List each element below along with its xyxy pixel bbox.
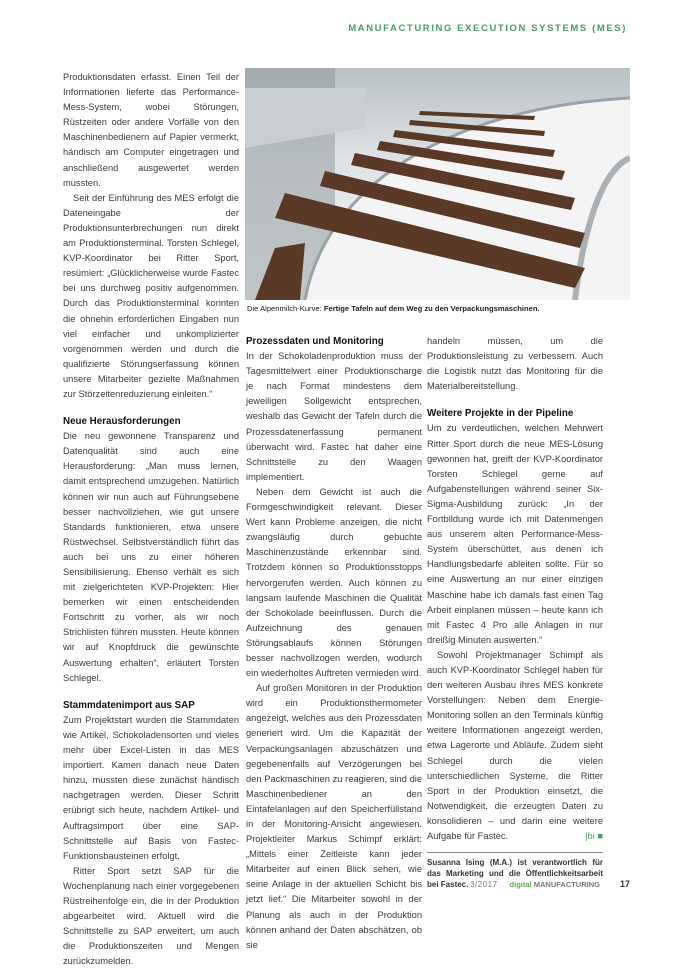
conveyor-image [245, 68, 630, 300]
paragraph: Neben dem Gewicht ist auch die Formgeschwindigkeit relevant. Dieser Wert kann Probleme anzeigen, die nicht zwangsläufig durch gebuchte Maschinenzustände erkennbar sind. Trotzdem können so Produktionsstopps hervorgerufen werden. Auch können zu langsam laufende Maschinen die Qualität der Schokolade beeinflussen. Durch die Aufzeichnung des genauen Störungsablaufs können Störungen besser nachvollzogen werden, wodurch ein wiederholtes Auftreten vermieden wird. [246, 486, 422, 679]
page-number: 17 [619, 879, 630, 889]
logo-part-a: digital [509, 880, 532, 889]
paragraph: Die neu gewonnene Transparenz und Datenqualität sind auch eine Herausforderung: „Man muss lernen, damit entsprechend umzugehen. Natürlich können wir nun auch auf Führungsebene besser nachvollziehen, wie gut unsere Standards funktionieren, etwa unsere Rüstwechsel. Selbstverständlich führt das auch bei uns zu einer höheren Sensibilisierung. Ebenso verhält es sich mit zielgerichteten KVP-Projekten: Hier bemerken wir einen entscheidenden Fortschritt zu vorher, als wir noch Strichlisten führen mussten. Heute können wir auf Knopfdruck die gewünschte Auswertung erhalten“, erläutert Torsten Schlegel. [63, 431, 239, 683]
magazine-logo [510, 880, 600, 889]
caption-lead: Die Alpenmilch-Kurve: [247, 304, 322, 313]
logo-part-b: MANUFACTURING [533, 880, 600, 889]
column-1 [63, 70, 239, 969]
paragraph: Produktionsdaten erfasst. Einen Teil der Informationen lieferte das Performance-Mess-System, wobei Störungen, Rüstzeiten oder andere Vorfälle von den Maschinenbedienern auf Papier vermerkt, händisch am Computer eingetragen und anschließend ausgewertet werden mussten. [63, 72, 239, 188]
subheading: Neue Herausforderungen [63, 416, 181, 428]
caption-text: Fertige Tafeln auf dem Weg zu den Verpackungsmaschinen. [323, 304, 540, 313]
paragraph: Auf großen Monitoren in der Produktion wird ein Produktionsthermometer angezeigt, welches aus den Prozessdaten generiert wird. Um die Kapazität der Verpackungsanlagen abzuschätzen und gegebenenfalls auf Verzögerungen bei den Packmaschinen zu reagieren, sind die Maschinenbediener an den Eintafelanlagen auf den Speicherfüllstand in der Monitoring-Ansicht angewiesen. Projektleiter Markus Schimpf erklärt: „Mittels einer Zeitleiste kann jeder Mitarbeiter auf einen Blick sehen, wie seine Anlage in der aktuellen Schicht bis jetzt lief.“ Die Mitarbeiter sowohl in der Planung als auch in der Produktion können anhand der Daten abschätzen, ob sie [246, 683, 422, 950]
author-signature: |bi ■ [585, 831, 603, 841]
paragraph: Zum Projektstart wurden die Stammdaten wie Artikel, Schokoladensorten und vieles mehr über Excel-Listen in das MES importiert. Kamen danach neue Daten hinzu, mussten diese zunächst händisch nachgetragen werden. Dieser Schritt erübrigt sich heute, nachdem Artikel- und Auftragsimport über eine SAP-Schnittstelle auf Basis von Fastec-Funktionsbausteinen erfolgt. [63, 714, 239, 861]
paragraph: In der Schokoladenproduktion muss der Tagesmittelwert einer Produktionscharge je nach Format mindestens dem jeweiligen Sollgewicht entsprechen, weshalb das Gewicht der Tafeln durch die Prozessdatenerfassung permanent überwacht wird. Fastec hat daher eine Schnittstelle zu den Waagen implementiert. [246, 351, 422, 482]
paragraph: Seit der Einführung des MES erfolgt die Dateneingabe der Produktionsunterbrechungen nun direkt am Produktionsterminal. Torsten Schlegel, KVP-Koordinator bei Ritter Sport, resümiert: „Glücklicherweise wurde Fastec bei uns durchweg positiv aufgenommen. Durch das Produktionsterminal konnten die ohnehin erforderlichen Eingaben nun viel einfacher und unkomplizierter vorgenommen werden und durch die qualifizierte Störungserfassung können unsere Mitarbeiter gezielte Maßnahmen zur Störzeitenreduzierung einleiten.“ [63, 192, 239, 399]
paragraph: Um zu verdeutlichen, welchen Mehrwert Ritter Sport durch die neue MES-Lösung gewonnen hat, greift der KVP-Koordinator Torsten Schlegel gerne auf Aufgabenstellungen während seiner Six-Sigma-Ausbildung zurück: „In der Fortbildung wurde ich mit Datenmengen aus unserem alten Performance-Mess-System überschüttet, aus denen ich Handlungsbedarfe ableiten sollte. Für so eine Auswertung an nur einer einzigen Maschine habe ich damals fast einen Tag Arbeit einplanen müssen – heute kann ich mit Fastec 4 Pro alle Anlagen in nur dreißig Minuten auswerten.“ [427, 423, 603, 645]
issue-number: 3/2017 [470, 880, 498, 889]
author-bio: Susanna Ising (M.A.) ist verantwortlich für das Marketing und die Öffentlichkeitsarbeit bei Fastec. [427, 852, 603, 890]
subheading: Prozessdaten und Monitoring [246, 336, 384, 347]
paragraph: Ritter Sport setzt SAP für die Wochenplanung nach einer vorgegebenen Rüstreihenfolge ein, die in der Produktion abgearbeitet wird. Aktuell wird die Schnittstelle zu SAP erweitert, um auch die Produktionszeiten und Mengen zurückzumelden. [63, 865, 239, 967]
section-header: MANUFACTURING EXECUTION SYSTEMS (MES) [348, 23, 627, 34]
subheading: Stammdatenimport aus SAP [63, 699, 195, 711]
paragraph: handeln müssen, um die Produktionsleistung zu verbessern. Auch die Logistik nutzt das Monitoring für die Materialbereitstellung. [427, 336, 603, 392]
photo-caption [247, 304, 630, 314]
paragraph: Sowohl Projektmanager Schimpf als auch KVP-Koordinator Schlegel haben für den weiteren Ausbau ihres MES konkrete Vorstellungen: Neben dem Energie-Monitoring sollen an den Terminals künftig weitere Informationen angezeigt werden, etwa Lagerorte und Abläufe. Zudem sieht Schlegel durch die vielen unterschiedlichen Systeme, die Ritter Sport in der Produktion einsetzt, die Notwendigkeit, die erzeugten Daten zu konsolidieren – und darin eine weitere Aufgabe für Fastec. [427, 649, 603, 841]
column-3 [427, 334, 603, 890]
page-footer [470, 879, 630, 889]
photo-chocolate-conveyor [245, 68, 630, 300]
subheading: Weitere Projekte in der Pipeline [427, 408, 574, 420]
column-2 [246, 334, 422, 953]
